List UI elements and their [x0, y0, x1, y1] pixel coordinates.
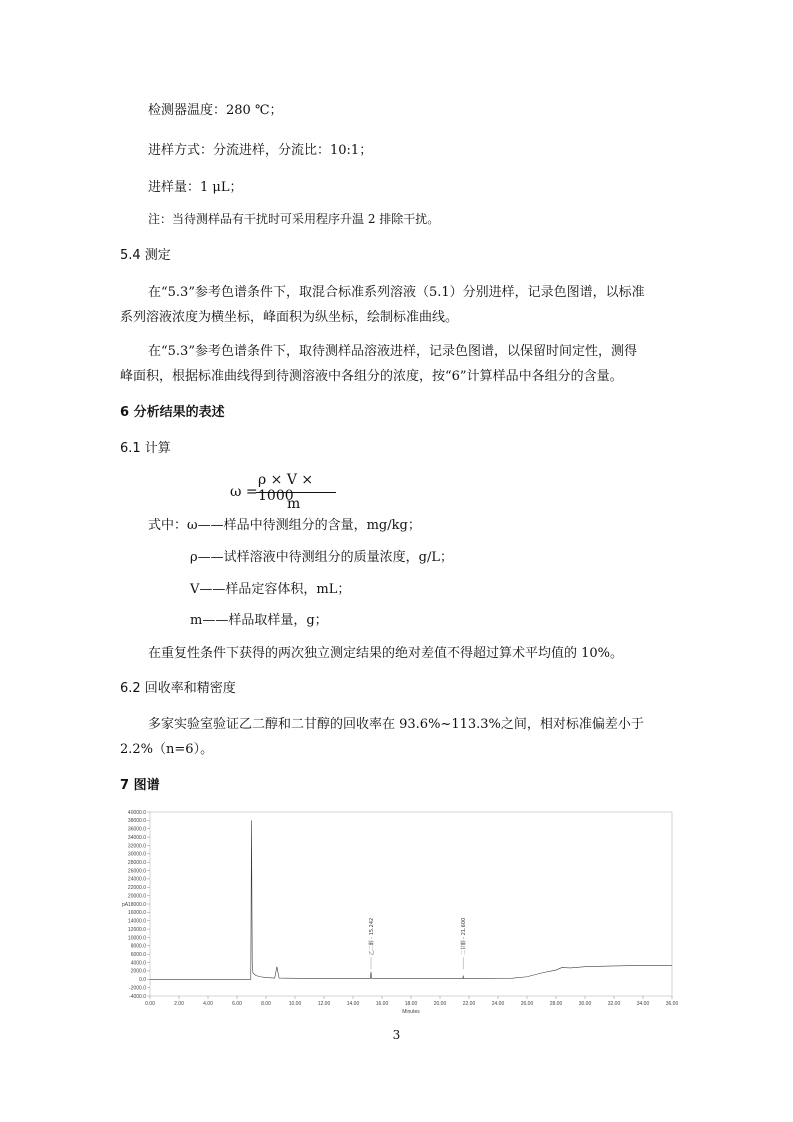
paragraph-1-line-2: 系列溶液浓度为横坐标，峰面积为纵坐标，绘制标准曲线。 [120, 310, 459, 325]
x-tick-label: 32.00 [607, 1001, 621, 1007]
x-tick-label: 2.00 [174, 1001, 184, 1007]
x-tick-label: 12.00 [317, 1001, 331, 1007]
x-tick-label: 20.00 [433, 1001, 447, 1007]
x-tick-label: 8.00 [261, 1001, 271, 1007]
x-tick-label: 36.00 [665, 1001, 678, 1007]
fraction-bar [256, 492, 336, 493]
formula-numerator: ρ × V × 1000 [258, 472, 314, 504]
x-tick-label: 10.00 [288, 1001, 302, 1007]
section-6-2-heading: 6.2 回收率和精密度 [120, 681, 236, 696]
y-tick-label: 38000.0 [127, 818, 146, 825]
section-6-1-heading: 6.1 计算 [120, 441, 171, 456]
y-tick-label: 28000.0 [127, 859, 146, 866]
y-tick-label: 26000.0 [127, 868, 146, 875]
x-tick-label: 0.00 [145, 1001, 155, 1007]
y-tick-label: 10000.0 [127, 935, 146, 942]
x-tick-label: 4.00 [203, 1001, 213, 1007]
section-5-4-heading: 5.4 测定 [120, 248, 171, 263]
x-tick-label: 14.00 [346, 1001, 360, 1007]
paragraph-2-line-2: 峰面积，根据标准曲线得到待测溶液中各组分的浓度，按“6”计算样品中各组分的含量。 [120, 369, 623, 384]
paragraph-1-line-1: 在“5.3”参考色谱条件下，取混合标准系列溶液（5.1）分别进样，记录色图谱，以标准 [148, 285, 645, 300]
y-tick-label: 22000.0 [127, 885, 146, 892]
x-tick-label: 6.00 [232, 1001, 242, 1007]
y-tick-label: 6000.0 [130, 951, 146, 958]
y-tick-label: 8000.0 [130, 943, 146, 950]
y-tick-label: 40000.0 [127, 809, 146, 816]
y-tick-label: 4000.0 [130, 960, 146, 967]
y-tick-label: -2000.0 [129, 985, 146, 992]
x-tick-label: 30.00 [578, 1001, 592, 1007]
x-axis-label: Minutes [402, 1009, 420, 1015]
volume-definition: V——样品定容体积，mL； [190, 582, 351, 597]
y-tick-label: 24000.0 [127, 876, 146, 883]
injection-mode-line: 进样方式：分流进样，分流比：10:1； [148, 143, 373, 158]
injection-volume-line: 进样量：1 μL； [148, 180, 243, 195]
y-tick-label: 30000.0 [127, 851, 146, 858]
paragraph-3-line-1: 多家实验室验证乙二醇和二甘醇的回收率在 93.6%~113.3%之间，相对标准偏差小于 [148, 717, 644, 732]
y-tick-label: 32000.0 [127, 843, 146, 850]
repeatability-line: 在重复性条件下获得的两次独立测定结果的绝对差值不得超过算术平均值的 10%。 [148, 646, 624, 661]
x-tick-label: 16.00 [375, 1001, 389, 1007]
plot-frame [150, 812, 672, 996]
x-tick-label: 28.00 [549, 1001, 563, 1007]
x-tick-label: 22.00 [462, 1001, 476, 1007]
y-tick-label: 16000.0 [127, 910, 146, 917]
y-tick-label: 2000.0 [130, 968, 146, 975]
formula-where-line: 式中：ω——样品中待测组分的含量，mg/kg； [148, 518, 421, 533]
x-tick-label: 26.00 [520, 1001, 534, 1007]
y-tick-label: -4000.0 [129, 993, 146, 1000]
peak-label: 二甘醇 - 21.600 [461, 917, 468, 956]
mass-definition: m——样品取样量，g； [190, 613, 328, 628]
y-tick-label: 12000.0 [127, 926, 146, 933]
y-tick-label: 20000.0 [127, 893, 146, 900]
page-number: 3 [392, 1028, 401, 1042]
peak-label: 乙二醇 - 15.242 [369, 917, 376, 956]
formula-denominator: m [287, 496, 301, 512]
signal-series-line [150, 820, 672, 979]
y-axis-label: pA [122, 902, 129, 908]
formula-lhs: ω = [230, 484, 258, 500]
chromatogram-chart [112, 806, 678, 1016]
detector-temp-line: 检测器温度：280 ℃； [148, 103, 283, 118]
y-tick-label: 0.0 [139, 977, 146, 984]
note-line: 注：当待测样品有干扰时可采用程序升温 2 排除干扰。 [148, 212, 440, 226]
paragraph-2-line-1: 在“5.3”参考色谱条件下，取待测样品溶液进样，记录色图谱，以保留时间定性，测得 [148, 344, 637, 359]
y-tick-label: 14000.0 [127, 918, 146, 925]
section-6-heading: 6 分析结果的表述 [120, 405, 225, 420]
x-tick-label: 24.00 [491, 1001, 505, 1007]
section-7-heading: 7 图谱 [120, 778, 160, 793]
x-tick-label: 18.00 [404, 1001, 418, 1007]
rho-definition: ρ——试样溶液中待测组分的质量浓度，g/L； [190, 550, 453, 565]
x-tick-label: 34.00 [636, 1001, 650, 1007]
y-tick-label: 18000.0 [127, 901, 146, 908]
calculation-formula [230, 470, 340, 514]
y-tick-label: 36000.0 [127, 826, 146, 833]
paragraph-3-line-2: 2.2%（n=6）。 [120, 742, 214, 757]
y-tick-label: 34000.0 [127, 834, 146, 841]
